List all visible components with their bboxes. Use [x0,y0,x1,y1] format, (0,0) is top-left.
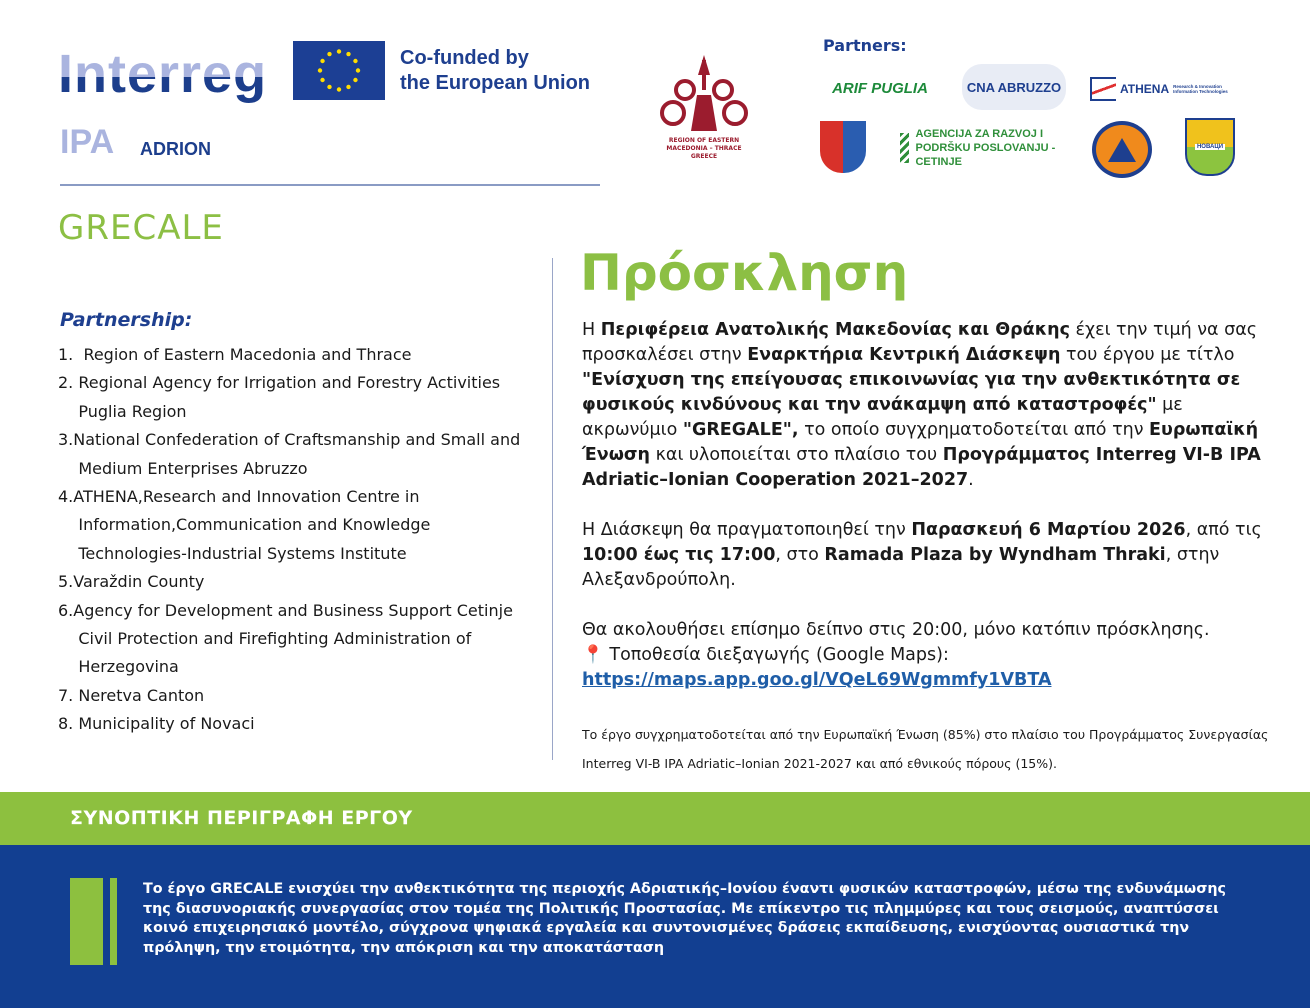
partner-list-item: 2. Regional Agency for Irrigation and Forestry Activities [58,373,501,393]
bold-text: Παρασκευή 6 Μαρτίου 2026 [911,520,1186,540]
novaci-coat-of-arms: НОВАЦИ [1185,118,1235,176]
google-maps-link[interactable]: https://maps.app.goo.gl/VQeL69Wgmmfy1VBTA [582,670,1052,690]
invitation-body [582,318,1262,693]
partner-list-item: Technologies-Industrial Systems Institute [58,543,407,563]
text: . [968,470,974,490]
partner-list-item: Puglia Region [58,401,187,421]
partnership-list [58,341,520,739]
bold-text: Ramada Plaza by Wyndham Thraki [824,545,1166,565]
divider [60,184,600,186]
partner-list-item: Civil Protection and Firefighting Administration of [58,629,472,649]
partner-list-item: 8. Municipality of Novaci [58,714,255,734]
bold-text: Εναρκτήρια Κεντρική Διάσκεψη [747,345,1061,365]
text: Η Διάσκεψη θα πραγματοποιηθεί την [582,520,912,540]
partner-list-item: Herzegovina [58,657,179,677]
eu-star-icon [353,59,357,63]
summary-heading: ΣΥΝΟΠΤΙΚΗ ΠΕΡΙΓΡΑΦΗ ΕΡΓΟΥ [70,807,413,829]
funding-note: Το έργο συγχρηματοδοτείται από την Ευρωπαϊκή Ένωση (85%) στο πλαίσιο του Προγράμματος Συνεργασίας Interreg VI-B IPA Adriatic–Ionian 2021-2027 και από εθνικούς πόρους (15%). [582,727,1269,771]
adrion-logo: ADRION [140,139,211,159]
bold-text: "Ενίσχυση της επείγουσας επικοινωνίας για την ανθεκτικότητα σε φυσικούς κινδύνους και την ανάκαμψη από καταστροφές" [582,370,1241,415]
bold-text: Προγράμματος Interreg VI-B IPA Adriatic–Ionian Cooperation 2021–2027 [582,445,1261,490]
eu-star-icon [318,68,322,72]
cofunded-text: Co-funded by the European Union [400,47,590,94]
map-pin-icon: 📍 [582,645,604,665]
partner-list-item: Information,Communication and Knowledge [58,515,431,535]
partner-list-item: 3.National Confederation of Craftsmanship and Small and [58,430,521,450]
bold-text: Ευρωπαϊκή Ένωση [582,420,1259,465]
eu-star-icon [337,49,341,53]
eu-star-icon [346,52,350,56]
summary-header-band [0,792,1310,845]
partnership-heading: Partnership: [60,309,193,331]
event-details [582,518,1262,593]
bold-text: Περιφέρεια Ανατολικής Μακεδονίας και Θράκης [600,320,1070,340]
text: του έργου με τίτλο [1060,345,1235,365]
text: Η [582,320,601,340]
eu-flag-logo [293,41,385,100]
eu-star-icon [320,59,324,63]
bold-text: 10:00 έως τις 17:00 [582,545,776,565]
location-label: Τοποθεσία διεξαγωγής (Google Maps): [609,645,949,665]
athena-logo: ATHENA Research & Innovation Information Technologies [1090,76,1240,102]
summary-text: Το έργο GRECALE ενισχύει την ανθεκτικότητα της περιοχής Αδριατικής–Ιονίου έναντι φυσικών καταστροφών, μέσω της ενδυνάμωσης της διασυνοριακής συνεργασίας στον τομέα της Πολιτικής Προστασίας. Με επίκεντρο τις πλημμύρες και τους σεισμούς, αναπτύσσει κοινό επιχειρησιακό μοντέλο, σύγχρονα ψηφιακά εργαλεία και συντονισμένες δράσεις εκπαίδευσης, ενισχύοντας ουσιαστικά την πρόληψη, την ετοιμότητα, την απόκριση και την αποκατάσταση [143,881,1226,956]
text: , στο [775,545,825,565]
civil-protection-logo [1092,121,1152,178]
column-divider [552,258,553,760]
text: και υλοποιείται στο πλαίσιο του [650,445,943,465]
decorative-bar [70,878,103,965]
text: έχει την τιμή να σας προσκαλέσει στην [582,320,1258,365]
partner-list-item: 6.Agency for Development and Business Support Cetinje [58,600,513,620]
text: , από τις [1185,520,1262,540]
partners-label: Partners: [823,36,907,55]
eu-star-icon [327,52,331,56]
dinner-note: Θα ακολουθήσει επίσημο δείπνο στις 20:00, μόνο κατόπιν πρόσκλησης. [582,620,1210,640]
eu-star-icon [327,85,331,89]
ipa-logo: IPA [60,123,115,161]
arif-logo: ARIF PUGLIA [832,79,928,97]
cetinje-agency-logo: AGENCIJA ZA RAZVOJ I PODRŠKU POSLOVANJU - CETINJE [900,132,1065,164]
eu-star-icon [320,78,324,82]
text: το οποίο συγχρηματοδοτείται από την [798,420,1150,440]
eu-star-icon [356,68,360,72]
eu-star-icon [337,87,341,91]
interreg-logo: Interreg [58,44,268,104]
partner-list-item: 4.ATHENA,Research and Innovation Centre in [58,487,420,507]
partner-list-item: 7. Neretva Canton [58,685,205,705]
bold-text: "GREGALE", [682,420,799,440]
varazdin-coat-of-arms [820,121,866,173]
text: με ακρωνύμιο [582,395,1183,440]
eu-star-icon [346,85,350,89]
project-name: GRECALE [58,208,224,248]
partner-list-item: Medium Enterprises Abruzzo [58,458,308,478]
decorative-bar [110,878,117,965]
partner-list-item: 5.Varaždin County [58,572,205,592]
invitation-title: Πρόσκληση [580,244,909,302]
text: , στην Αλεξανδρούπολη. [582,545,1220,590]
cna-logo: CNA ABRUZZO [962,64,1066,110]
partner-list-item: 1. Region of Eastern Macedonia and Thrace [58,345,412,364]
invitation-paragraph [582,318,1262,493]
region-logo: REGION OF EASTERN MACEDONIA – THRACE GREECE [657,55,751,161]
eu-star-icon [353,78,357,82]
